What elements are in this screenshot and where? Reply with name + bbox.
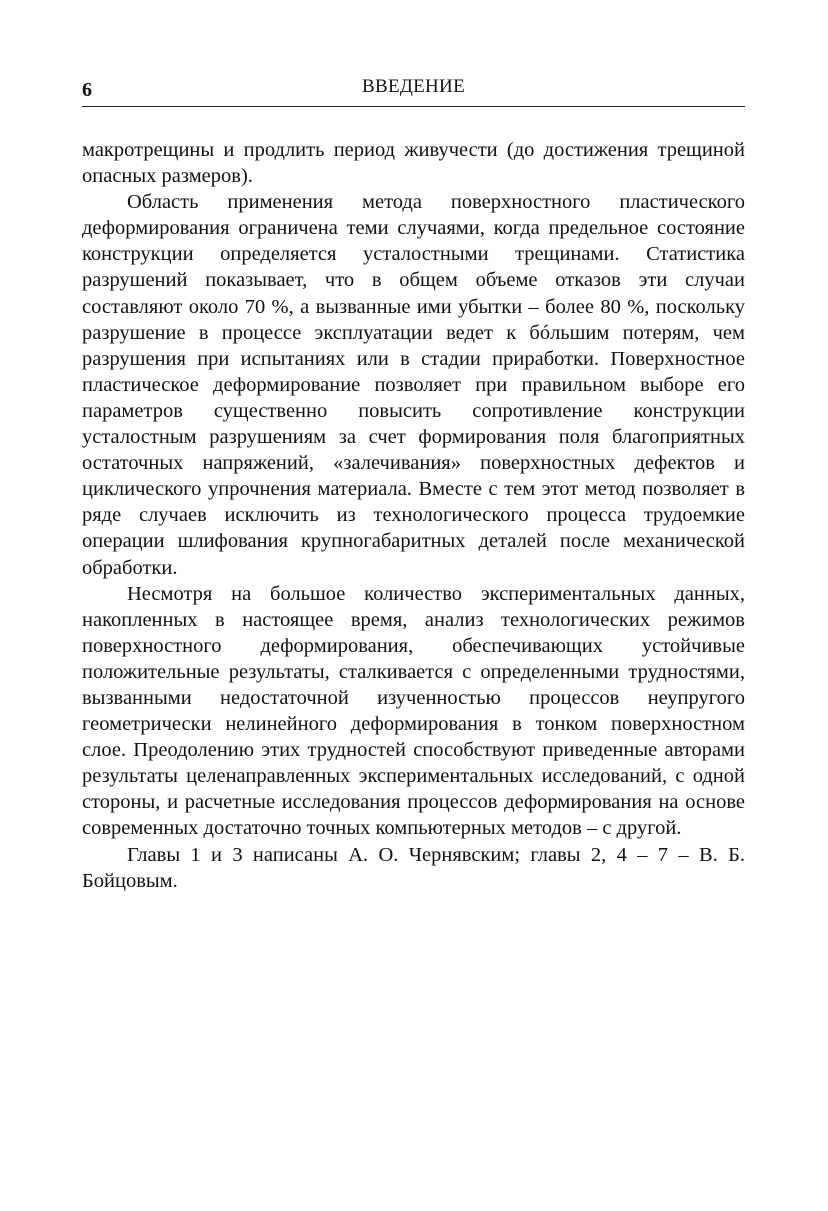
running-head [82,76,745,107]
body-text [82,137,745,894]
page-number: 6 [82,79,92,101]
chapter-title: ВВЕДЕНИЕ [362,76,465,97]
paragraph-authorship: Главы 1 и 3 написаны А. О. Чернявским; главы 2, 4 – 7 – В. Б. Бойцовым. [82,843,745,892]
paragraph-application-area: Область применения метода поверхностного пластического деформирования ограничена теми случаями, когда предельное состояние конструкции определяется усталостными трещинами. Статистика разрушений показывает, что в общем объеме отказов эти случаи составляют около 70 %, а вызванные ими убытки – более 80 %, поскольку разрушение в процессе эксплуатации ведет к бóльшим потерям, чем разрушения при испытаниях или в стадии приработки. Поверхностное пластическое деформирование позволяет при правильном выборе его параметров существенно повысить сопротивление конструкции усталостным разрушениям за счет формирования поля благоприятных остаточных напряжений, «залечивания» поверхностных дефектов и циклического упрочнения материала. Вместе с тем этот метод позволяет в ряде случаев исключить из технологического процесса трудоемкие операции шлифования крупногабаритных деталей после механической обработки. [82,191,745,579]
book-page [82,76,745,894]
paragraph-difficulties: Несмотря на большое количество экспериментальных данных, накопленных в настоящее время, анализ технологических режимов поверхностного деформирования, обеспечивающих устойчивые положительные результаты, сталкивается с определенными трудностями, вызванными недостаточной изученностью процессов неупругого геометрически нелинейного деформирования в тонком поверхностном слое. Преодолению этих трудностей способствуют приведенные авторами результаты целенаправленных экспериментальных исследований, с одной стороны, и расчетные исследования процессов деформирования на основе современных достаточно точных компьютерных методов – с другой. [82,582,745,840]
paragraph-continuation: макротрещины и продлить период живучести (до достижения трещиной опасных размеров). [82,139,745,188]
